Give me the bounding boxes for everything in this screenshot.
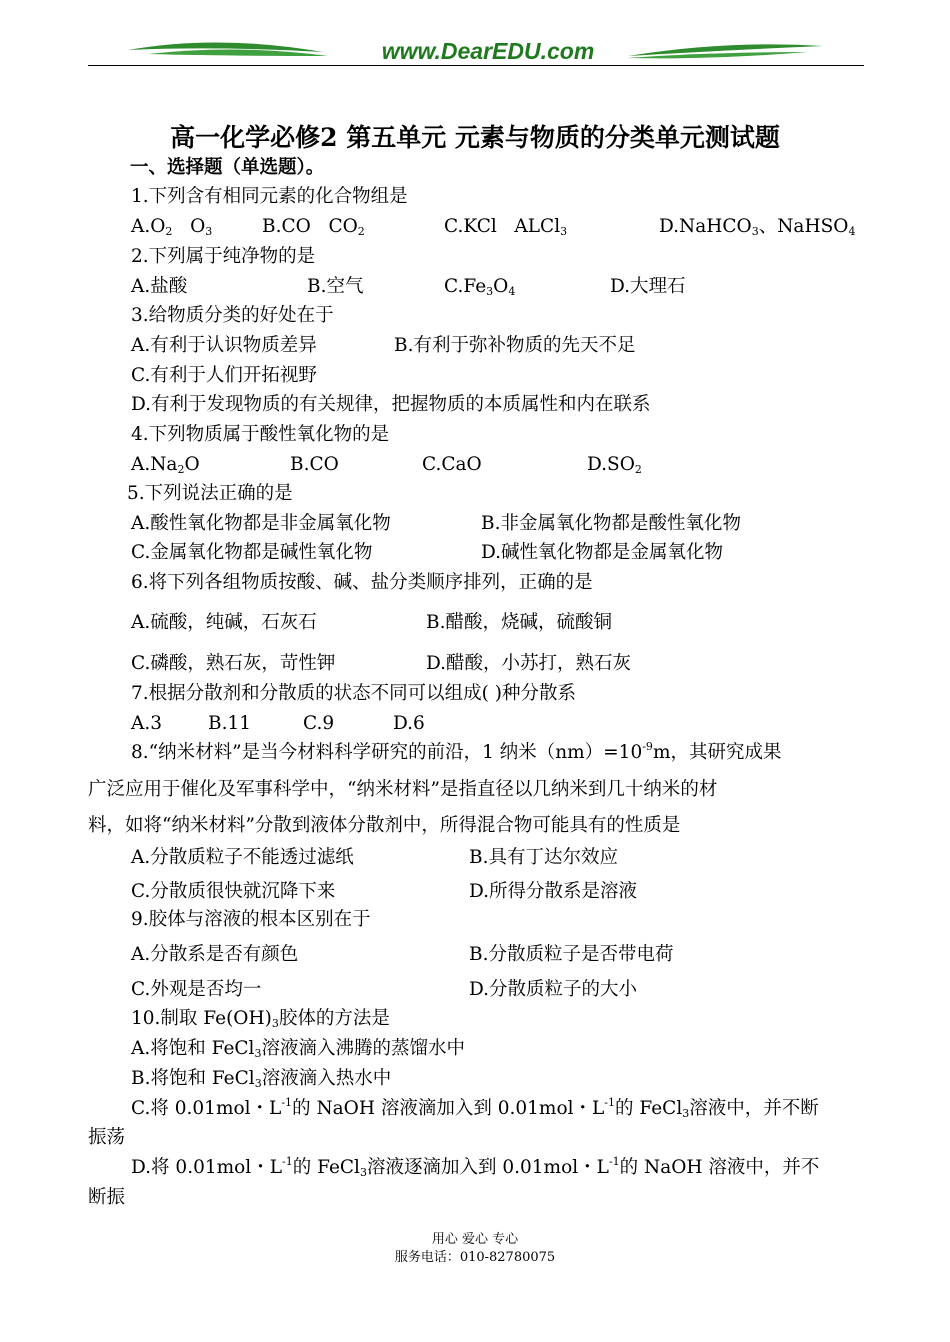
question-4: 4.下列物质属于酸性氧化物的是 [131, 424, 390, 445]
q10-option-b: B.将饱和 FeCl$_3$溶液滴入热水中 [131, 1068, 392, 1090]
q5-option-a: A.酸性氧化物都是非金属氧化物 [131, 513, 391, 534]
q6-option-b: B.醋酸，烧碱，硫酸铜 [426, 612, 612, 633]
q9-option-d: D.分散质粒子的大小 [469, 979, 638, 1000]
question-8-start: 8.“纳米材料”是当今材料科学研究的前沿，1 纳米$(nm)=10^{-9}m$，其研究成果 [131, 740, 782, 763]
q2-option-a: A.盐酸 [131, 276, 188, 297]
q1-option-c: C.KCl ALCl$_3$ [444, 216, 568, 238]
q3-option-d: D.有利于发现物质的有关规律，把握物质的本质属性和内在联系 [131, 394, 651, 415]
header-divider [88, 65, 864, 66]
q10-option-c-cont: 振荡 [88, 1127, 126, 1148]
question-10: 10.制取 $Fe(OH)_3$胶体的方法是 [131, 1008, 390, 1030]
q7-option-a: A.3 [131, 713, 163, 734]
q4-option-c: C.CaO [422, 454, 482, 475]
q4-option-d: $D.SO_2$ [587, 454, 642, 476]
q8-option-c: C.分散质很快就沉降下来 [131, 881, 336, 902]
q10-option-d-cont: 断振 [88, 1187, 126, 1208]
q7-option-c: C.9 [303, 713, 335, 734]
question-5: 5.下列说法正确的是 [127, 483, 293, 504]
q8-option-b: B.具有丁达尔效应 [469, 847, 618, 868]
question-8-start-tail: ，其研究成果 [670, 742, 782, 763]
q9-option-b: B.分散质粒子是否带电荷 [469, 944, 674, 965]
q8-option-a: A.分散质粒子不能透过滤纸 [131, 847, 354, 868]
q10-option-a: A.将饱和 FeCl$_3$溶液滴入沸腾的蒸馏水中 [131, 1038, 465, 1060]
q10-option-d: D.将 0.01mol・$L^{-1}$的 FeCl$_3$溶液逐滴加入到 0.01mol・$L^{-1}$的 NaOH 溶液中，并不 [131, 1155, 820, 1179]
question-3: 3.给物质分类的好处在于 [131, 305, 334, 326]
q8-option-d: D.所得分散系是溶液 [469, 881, 638, 902]
q2-option-b: B.空气 [307, 276, 364, 297]
q3-option-a: A.有利于认识物质差异 [131, 335, 317, 356]
q9-option-a: A.分散系是否有颜色 [131, 944, 299, 965]
q3-option-b: B.有利于弥补物质的先天不足 [394, 335, 636, 356]
question-8-line-3: 料，如将“纳米材料”分散到液体分散剂中，所得混合物可能具有的性质是 [88, 815, 681, 836]
section-heading: 一、选择题（单选题）。 [130, 157, 325, 178]
q10-option-c: C.将 0.01mol・$L^{-1}$的 NaOH 溶液滴加入到 0.01mol・$L^{-1}$的 FeCl$_3$溶液中，并不断 [131, 1096, 819, 1120]
q1-option-b: B.CO $CO_2$ [262, 216, 365, 238]
q5-option-b: B.非金属氧化物都是酸性氧化物 [481, 513, 741, 534]
q6-option-d: D.醋酸，小苏打，熟石灰 [426, 653, 632, 674]
question-2: 2.下列属于纯净物的是 [131, 246, 316, 267]
footer-phone: 服务电话：010-82780075 [394, 1250, 556, 1265]
q5-option-d: D.碱性氧化物都是金属氧化物 [481, 542, 724, 563]
q2-option-d: D.大理石 [610, 276, 686, 297]
q3-option-c: C.有利于人们开拓视野 [131, 365, 317, 386]
footer-slogan: 用心 爱心 专心 [431, 1232, 519, 1247]
q7-option-b: B.11 [208, 713, 252, 734]
question-6: 6.将下列各组物质按酸、碱、盐分类顺序排列，正确的是 [131, 572, 593, 593]
q1-option-a: $A.O_2$ $O_3$ [131, 216, 213, 238]
question-7: 7.根据分散剂和分散质的状态不同可以组成( )种分散系 [131, 683, 576, 704]
page-title: 高一化学必修2 第五单元 元素与物质的分类单元测试题 [170, 123, 780, 152]
q5-option-c: C.金属氧化物都是碱性氧化物 [131, 542, 373, 563]
q1-option-d: D.NaHCO$_3$、NaHSO$_4$ [659, 216, 856, 238]
page-header [88, 34, 864, 74]
site-logo[interactable]: www.DearEDU.com [381, 38, 595, 64]
q2-option-c: $C.Fe_3O_4$ [444, 276, 516, 298]
question-1: 1.下列含有相同元素的化合物组是 [131, 186, 408, 207]
q9-option-c: C.外观是否均一 [131, 979, 262, 1000]
q4-option-a: $A.Na_2O$ [131, 454, 200, 476]
q4-option-b: B.CO [290, 454, 339, 475]
q6-option-c: C.磷酸，熟石灰，苛性钾 [131, 653, 336, 674]
question-9: 9.胶体与溶液的根本区别在于 [131, 909, 371, 930]
question-8-line-2: 广泛应用于催化及军事科学中，“纳米材料”是指直径以几纳米到几十纳米的材 [88, 779, 718, 800]
q6-option-a: A.硫酸，纯碱，石灰石 [131, 612, 317, 633]
q7-option-d: D.6 [393, 713, 425, 734]
